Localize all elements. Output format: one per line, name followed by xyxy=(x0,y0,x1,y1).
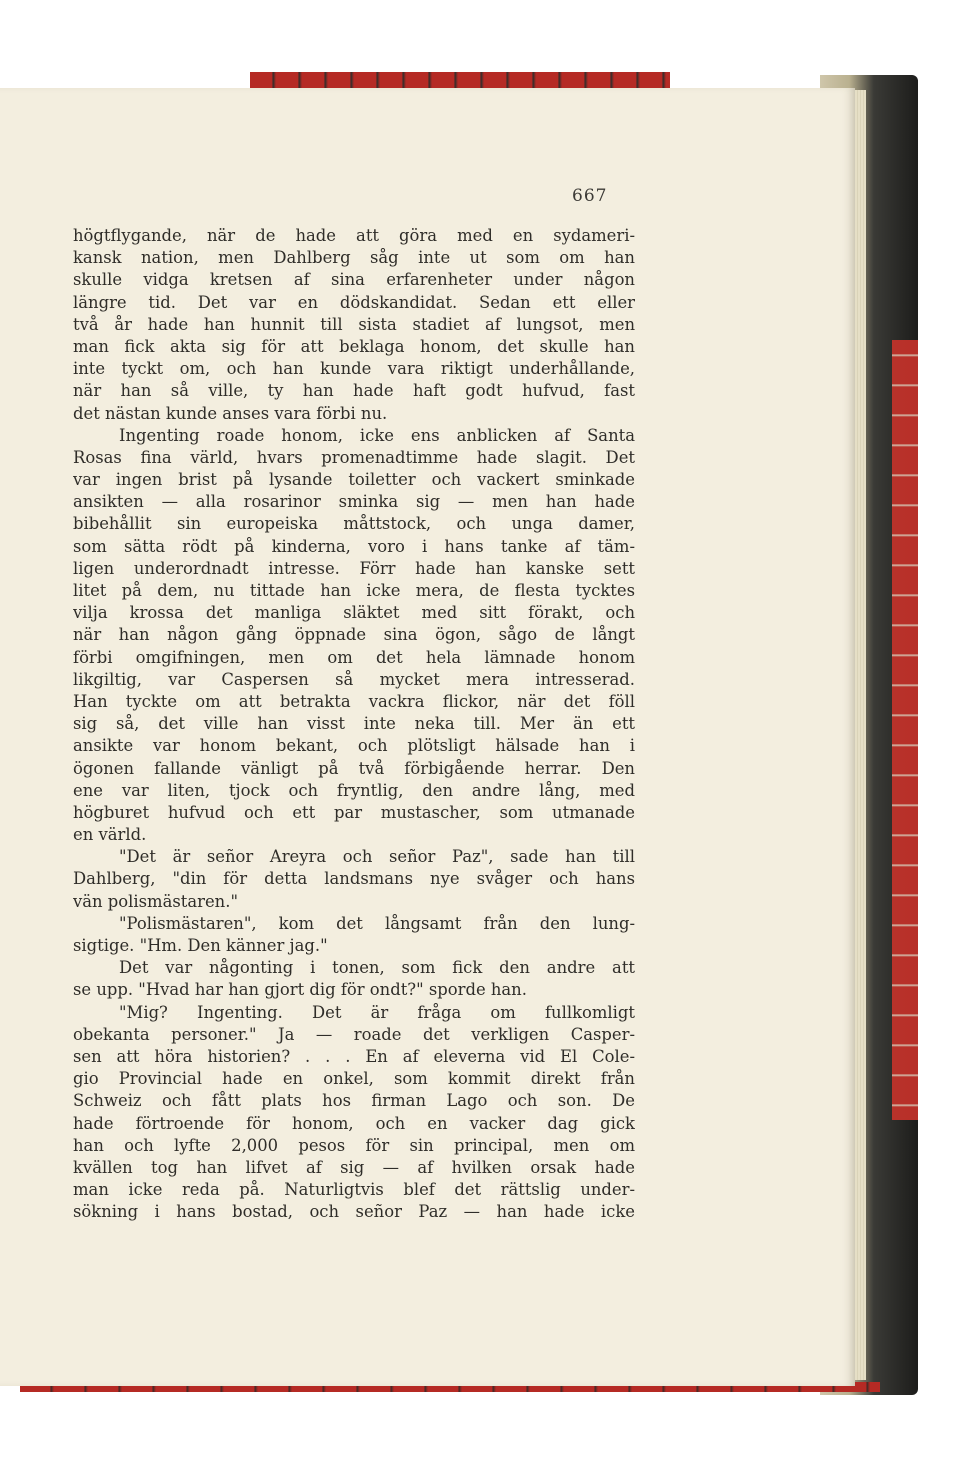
text-line: vilja krossa det manliga släktet med sitt förakt, och xyxy=(73,603,635,623)
text-line: hade förtroende för honom, och en vacker dag gick xyxy=(73,1113,635,1133)
text-line: sökning i hans bostad, och señor Paz — han hade icke xyxy=(73,1202,635,1222)
text-line: Ingenting roade honom, icke ens anblicken af Santa xyxy=(119,425,635,445)
text-line: Schweiz och fått plats hos firman Lago och son. De xyxy=(73,1091,635,1111)
text-line: sen att höra historien? . . . En af eleverna vid El Cole- xyxy=(73,1046,635,1066)
text-line: när han någon gång öppnade sina ögon, sågo de långt xyxy=(73,625,635,645)
text-line: gio Provincial hade en onkel, som kommit direkt från xyxy=(73,1069,635,1089)
text-line: längre tid. Det var en dödskandidat. Sedan ett eller xyxy=(73,292,635,312)
text-line: högburet hufvud och ett par mustascher, som utmanade xyxy=(73,802,635,822)
text-line: ene var liten, tjock och fryntlig, den andre lång, med xyxy=(73,780,635,800)
text-line: var ingen brist på lysande toiletter och vackert sminkade xyxy=(73,470,635,490)
page-number: 667 xyxy=(572,186,608,206)
text-line: skulle vidga kretsen af sina erfarenheter under någon xyxy=(73,270,635,290)
text-line: det nästan kunde anses vara förbi nu. xyxy=(73,403,388,423)
text-line: litet på dem, nu tittade han icke mera, de flesta tycktes xyxy=(73,581,635,600)
text-line: ansikten — alla rosarinor sminka sig — men han hade xyxy=(73,492,635,512)
text-line: Det var någonting i tonen, som fick den andre att xyxy=(119,958,635,978)
text-line: se upp. "Hvad har han gjort dig för ondt?" sporde han. xyxy=(73,980,527,1000)
text-line: han och lyfte 2,000 pesos för sin principal, men om xyxy=(73,1135,635,1155)
text-line: ligen underordnadt intresse. Förr hade han kanske sett xyxy=(73,558,635,578)
text-line: ansikte var honom bekant, och plötsligt hälsade han i xyxy=(73,736,635,756)
body-text xyxy=(73,225,635,1223)
text-line: likgiltig, var Caspersen så mycket mera intresserad. xyxy=(73,669,635,689)
text-line: högtflygande, när de hade att göra med en sydameri- xyxy=(73,226,635,245)
text-line: "Mig? Ingenting. Det är fråga om fullkomligt xyxy=(119,1002,635,1022)
text-line: man fick akta sig för att beklaga honom, det skulle han xyxy=(73,336,635,356)
text-line: bibehållit sin europeiska måttstock, och unga damer, xyxy=(73,514,635,534)
text-line: obekanta personer." Ja — roade det verkligen Casper- xyxy=(73,1024,635,1044)
text-line: två år hade han hunnit till sista stadiet af lungsot, men xyxy=(73,314,635,334)
text-line: man icke reda på. Naturligtvis blef det rättslig under- xyxy=(73,1180,635,1200)
text-line: ögonen fallande vänligt på två förbigående herrar. Den xyxy=(73,758,635,778)
red-page-edge xyxy=(892,340,918,1120)
text-line: "Polismästaren", kom det långsamt från den lung- xyxy=(119,913,635,933)
text-line: "Det är señor Areyra och señor Paz", sade han till xyxy=(119,847,635,867)
text-line: en värld. xyxy=(73,825,147,845)
text-line: sig så, det ville han visst inte neka till. Mer än ett xyxy=(73,714,635,734)
text-line: när han så ville, ty han hade haft godt hufvud, fast xyxy=(73,381,635,401)
text-line: Rosas fina värld, hvars promenadtimme hade slagit. Det xyxy=(73,447,635,467)
text-line: kansk nation, men Dahlberg såg inte ut som om han xyxy=(73,248,635,268)
text-line: Han tyckte om att betrakta vackra flickor, när det föll xyxy=(73,691,635,711)
text-line: Dahlberg, "din för detta landsmans nye svåger och hans xyxy=(73,869,635,889)
text-line: vän polismästaren." xyxy=(73,891,238,911)
text-line: kvällen tog han lifvet af sig — af hvilken orsak hade xyxy=(73,1157,635,1177)
text-line: inte tyckt om, och han kunde vara riktigt underhållande, xyxy=(73,359,635,379)
text-line: som sätta rödt på kinderna, voro i hans tanke af täm- xyxy=(73,536,635,556)
top-red-edge xyxy=(250,72,670,88)
text-line: förbi omgifningen, men om det hela lämnade honom xyxy=(73,647,635,667)
text-line: sigtige. "Hm. Den känner jag." xyxy=(73,936,328,955)
